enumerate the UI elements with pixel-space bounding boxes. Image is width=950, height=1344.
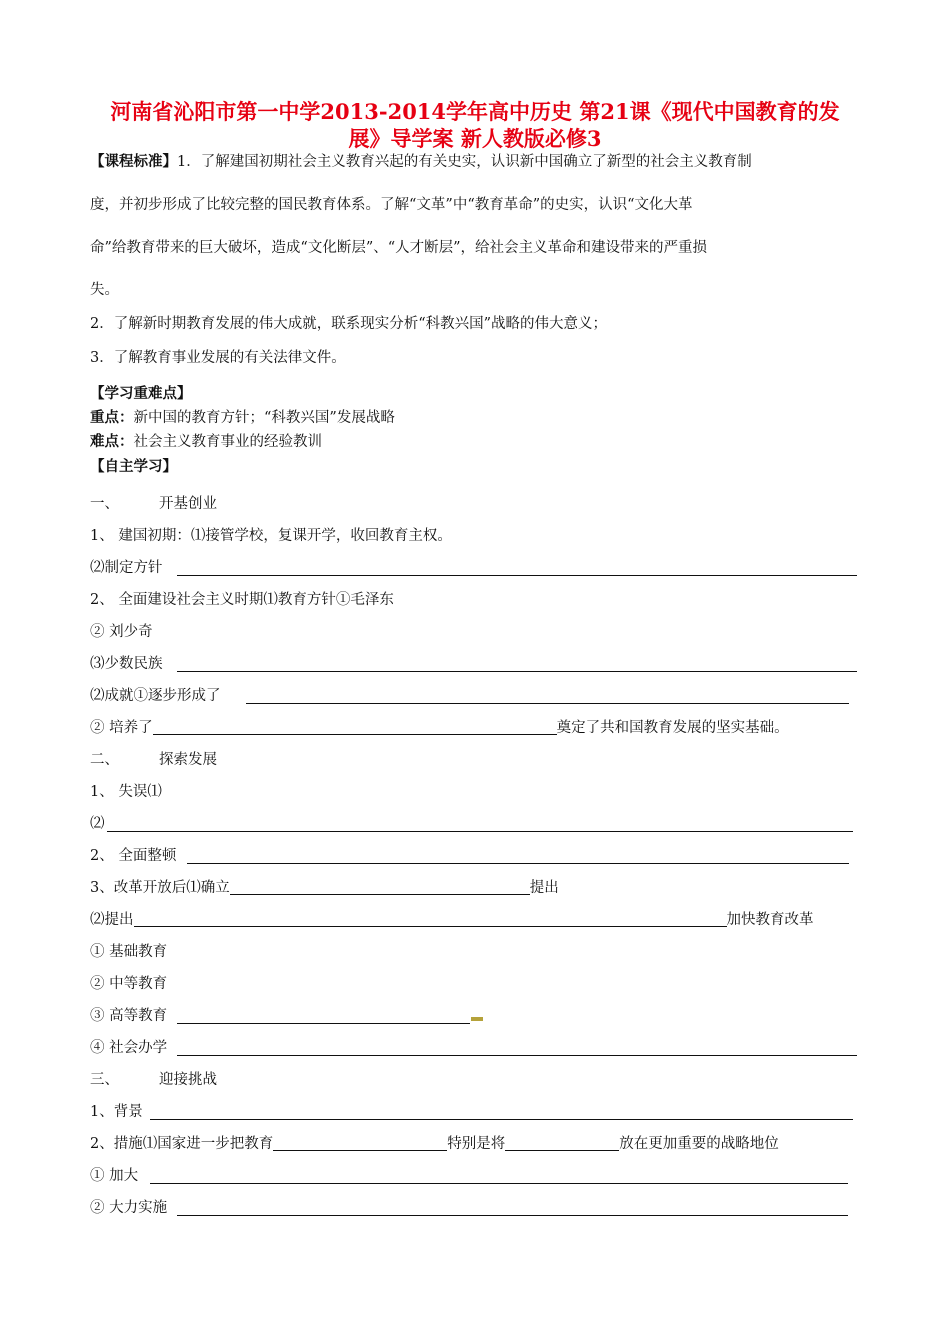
section3-heading: 三、 迎接挑战	[90, 1072, 217, 1088]
line-background: 1、背景	[90, 1104, 143, 1120]
line-achievement: ⑵成就①逐步形成了	[90, 688, 221, 704]
line-reform: 3、改革开放后⑴确立 提出	[90, 880, 559, 896]
line-cultivated: ② 培养了 奠定了共和国教育发展的坚实基础。	[90, 720, 789, 736]
line-higher-edu: ③ 高等教育	[90, 1008, 168, 1024]
keypoints-key: 重点：新中国的教育方针；“科教兴国”发展战略	[90, 410, 395, 426]
line-social-school: ④ 社会办学	[90, 1040, 168, 1056]
blank-achievement[interactable]	[246, 703, 849, 704]
line-mistake: 1、 失误⑴	[90, 784, 162, 800]
blank-propose[interactable]	[134, 910, 727, 927]
blank-mistake-2[interactable]	[107, 831, 853, 832]
blank-higher-edu[interactable]	[177, 1023, 470, 1024]
document-title-line1: 河南省沁阳市第一中学2013-2014学年高中历史 第21课《现代中国教育的发	[110, 99, 840, 124]
line-mistake-2: ⑵	[90, 816, 105, 832]
blank-reform[interactable]	[230, 878, 530, 895]
line-propose: ⑵提出 加快教育改革	[90, 912, 814, 928]
keypoints-hard: 难点：社会主义教育事业的经验教训	[90, 434, 322, 450]
blank-policy[interactable]	[177, 575, 857, 576]
line-secondary-edu: ② 中等教育	[90, 976, 168, 992]
standards-item3: 3．了解教育事业发展的有关法律文件。	[90, 350, 346, 366]
standards-heading: 【课程标准】	[90, 154, 177, 170]
line-rectify: 2、 全面整顿	[90, 848, 177, 864]
standards-item2: 2．了解新时期教育发展的伟大成就，联系现实分析“科教兴国”战略的伟大意义；	[90, 316, 608, 332]
blank-increase[interactable]	[150, 1183, 848, 1184]
line-basic-edu: ① 基础教育	[90, 944, 168, 960]
standards-item1-line1: 【课程标准】1．了解建国初期社会主义教育兴起的有关史实，认识新中国确立了新型的社会主义教育制	[90, 154, 752, 170]
line-minorities: ⑶少数民族	[90, 656, 163, 672]
blank-measures-1[interactable]	[273, 1134, 447, 1151]
blank-implement[interactable]	[177, 1215, 848, 1216]
blank-minorities[interactable]	[177, 671, 857, 672]
standards-item1-line3: 命”给教育带来的巨大破坏，造成“文化断层”、“人才断层”，给社会主义革命和建设带来的严重损	[90, 240, 708, 256]
blank-cultivated[interactable]	[153, 718, 557, 735]
document-title-line2: 展》导学案 新人教版必修3	[348, 126, 602, 151]
self-study-heading: 【自主学习】	[90, 459, 177, 475]
blank-measures-2[interactable]	[505, 1134, 619, 1151]
keypoints-heading: 【学习重难点】	[90, 386, 192, 402]
standards-item1-line4: 失。	[90, 282, 119, 298]
line-measures: 2、措施⑴国家进一步把教育 特别是将 放在更加重要的战略地位	[90, 1136, 779, 1152]
line-policy: ⑵制定方针	[90, 560, 163, 576]
standards-item1-line2: 度，并初步形成了比较完整的国民教育体系。了解“文革”中“教育革命”的史实，认识“文化大革	[90, 197, 693, 213]
highlight-mark	[471, 1017, 483, 1021]
blank-background[interactable]	[150, 1119, 853, 1120]
blank-social-school[interactable]	[177, 1055, 857, 1056]
blank-rectify[interactable]	[187, 863, 849, 864]
section1-heading: 一、 开基创业	[90, 496, 217, 512]
line-implement: ② 大力实施	[90, 1200, 168, 1216]
section2-heading: 二、 探索发展	[90, 752, 217, 768]
line-founding-early: 1、 建国初期：⑴接管学校，复课开学，收回教育主权。	[90, 528, 452, 544]
line-socialism-policy: 2、 全面建设社会主义时期⑴教育方针①毛泽东	[90, 592, 394, 608]
line-liu-shaoqi: ② 刘少奇	[90, 624, 153, 640]
line-increase: ① 加大	[90, 1168, 139, 1184]
